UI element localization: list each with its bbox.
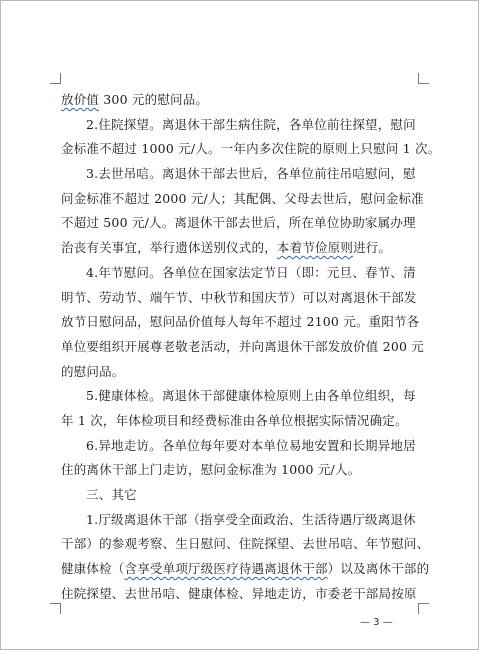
section-heading: 三、其它 <box>86 487 137 502</box>
text-line: 3.去世吊唁。离退休干部去世后，各单位前往吊唁慰问，慰 <box>86 166 416 182</box>
text-line: 不超过 500 元/人。离退休干部去世后，所在单位协助家属办理 <box>61 215 416 231</box>
crop-mark-bottom-right <box>418 603 429 614</box>
text-line: 放价值 300 元的慰问品。 <box>61 92 209 107</box>
text-line: 年 1 次，年体检项目和经费标准由各单位根据实际情况确定。 <box>61 412 408 428</box>
text-line: 住院探望、去世吊唁、健康体检、异地走访，市委老干部局按原 <box>61 585 417 601</box>
crop-mark-bottom-left <box>50 603 61 614</box>
grammar-flag[interactable]: 含享受单项厅级医疗待遇离退休干部 <box>124 561 328 577</box>
text-line: 干部）的参观考察、生日慰问、住院探望、去世吊唁、年节慰问、 <box>61 536 430 552</box>
text-line: 放节日慰问品，慰问品价值每人每年不超过 2100 元。重阳节各 <box>61 314 420 330</box>
page-number: — 3 — <box>360 617 393 628</box>
crop-mark-top-right <box>418 73 429 84</box>
text-line: 6.异地走访。各单位每年要对本单位易地安置和长期异地居 <box>86 437 416 453</box>
text-line: 1.厅级离退休干部（指享受全面政治、生活待遇厅级离退休 <box>86 511 416 527</box>
text-line: 问金标准不超过 2000 元/人；其配偶、父母去世后，慰问金标准 <box>61 190 424 206</box>
text-line: 健康体检（含享受单项厅级医疗待遇离退休干部）以及离休干部的 <box>61 561 430 577</box>
text-line: 5.健康体检。离退休干部健康体检原则上由各单位组织，每 <box>86 388 416 404</box>
text-line: 的慰问品。 <box>61 363 125 379</box>
text-line: 住的离休干部上门走访，慰问金标准为 1000 元/人。 <box>61 462 361 478</box>
text-line: 金标准不超过 1000 元/人。一年内多次住院的原则上只慰问 1 次。 <box>61 141 441 157</box>
document-body <box>61 88 441 606</box>
grammar-flag[interactable]: 本着节俭原则 <box>276 240 354 256</box>
text-line: 治丧有关事宜，举行遗体送别仪式的，本着节俭原则进行。 <box>61 240 392 256</box>
spelling-flag[interactable]: 放价值 <box>61 92 100 107</box>
text-line: 4.年节慰问。各单位在国家法定节日（即：元旦、春节、清 <box>86 264 416 280</box>
text-line: 明节、劳动节、端午节、中秋节和国庆节）可以对离退休干部发 <box>61 289 417 305</box>
text-line: 单位要组织开展尊老敬老活动，并向离退休干部发放价值 200 元 <box>61 338 425 354</box>
text-line: 2.住院探望。离退休干部生病住院，各单位前往探望，慰问 <box>86 116 416 132</box>
crop-mark-top-left <box>50 73 61 84</box>
